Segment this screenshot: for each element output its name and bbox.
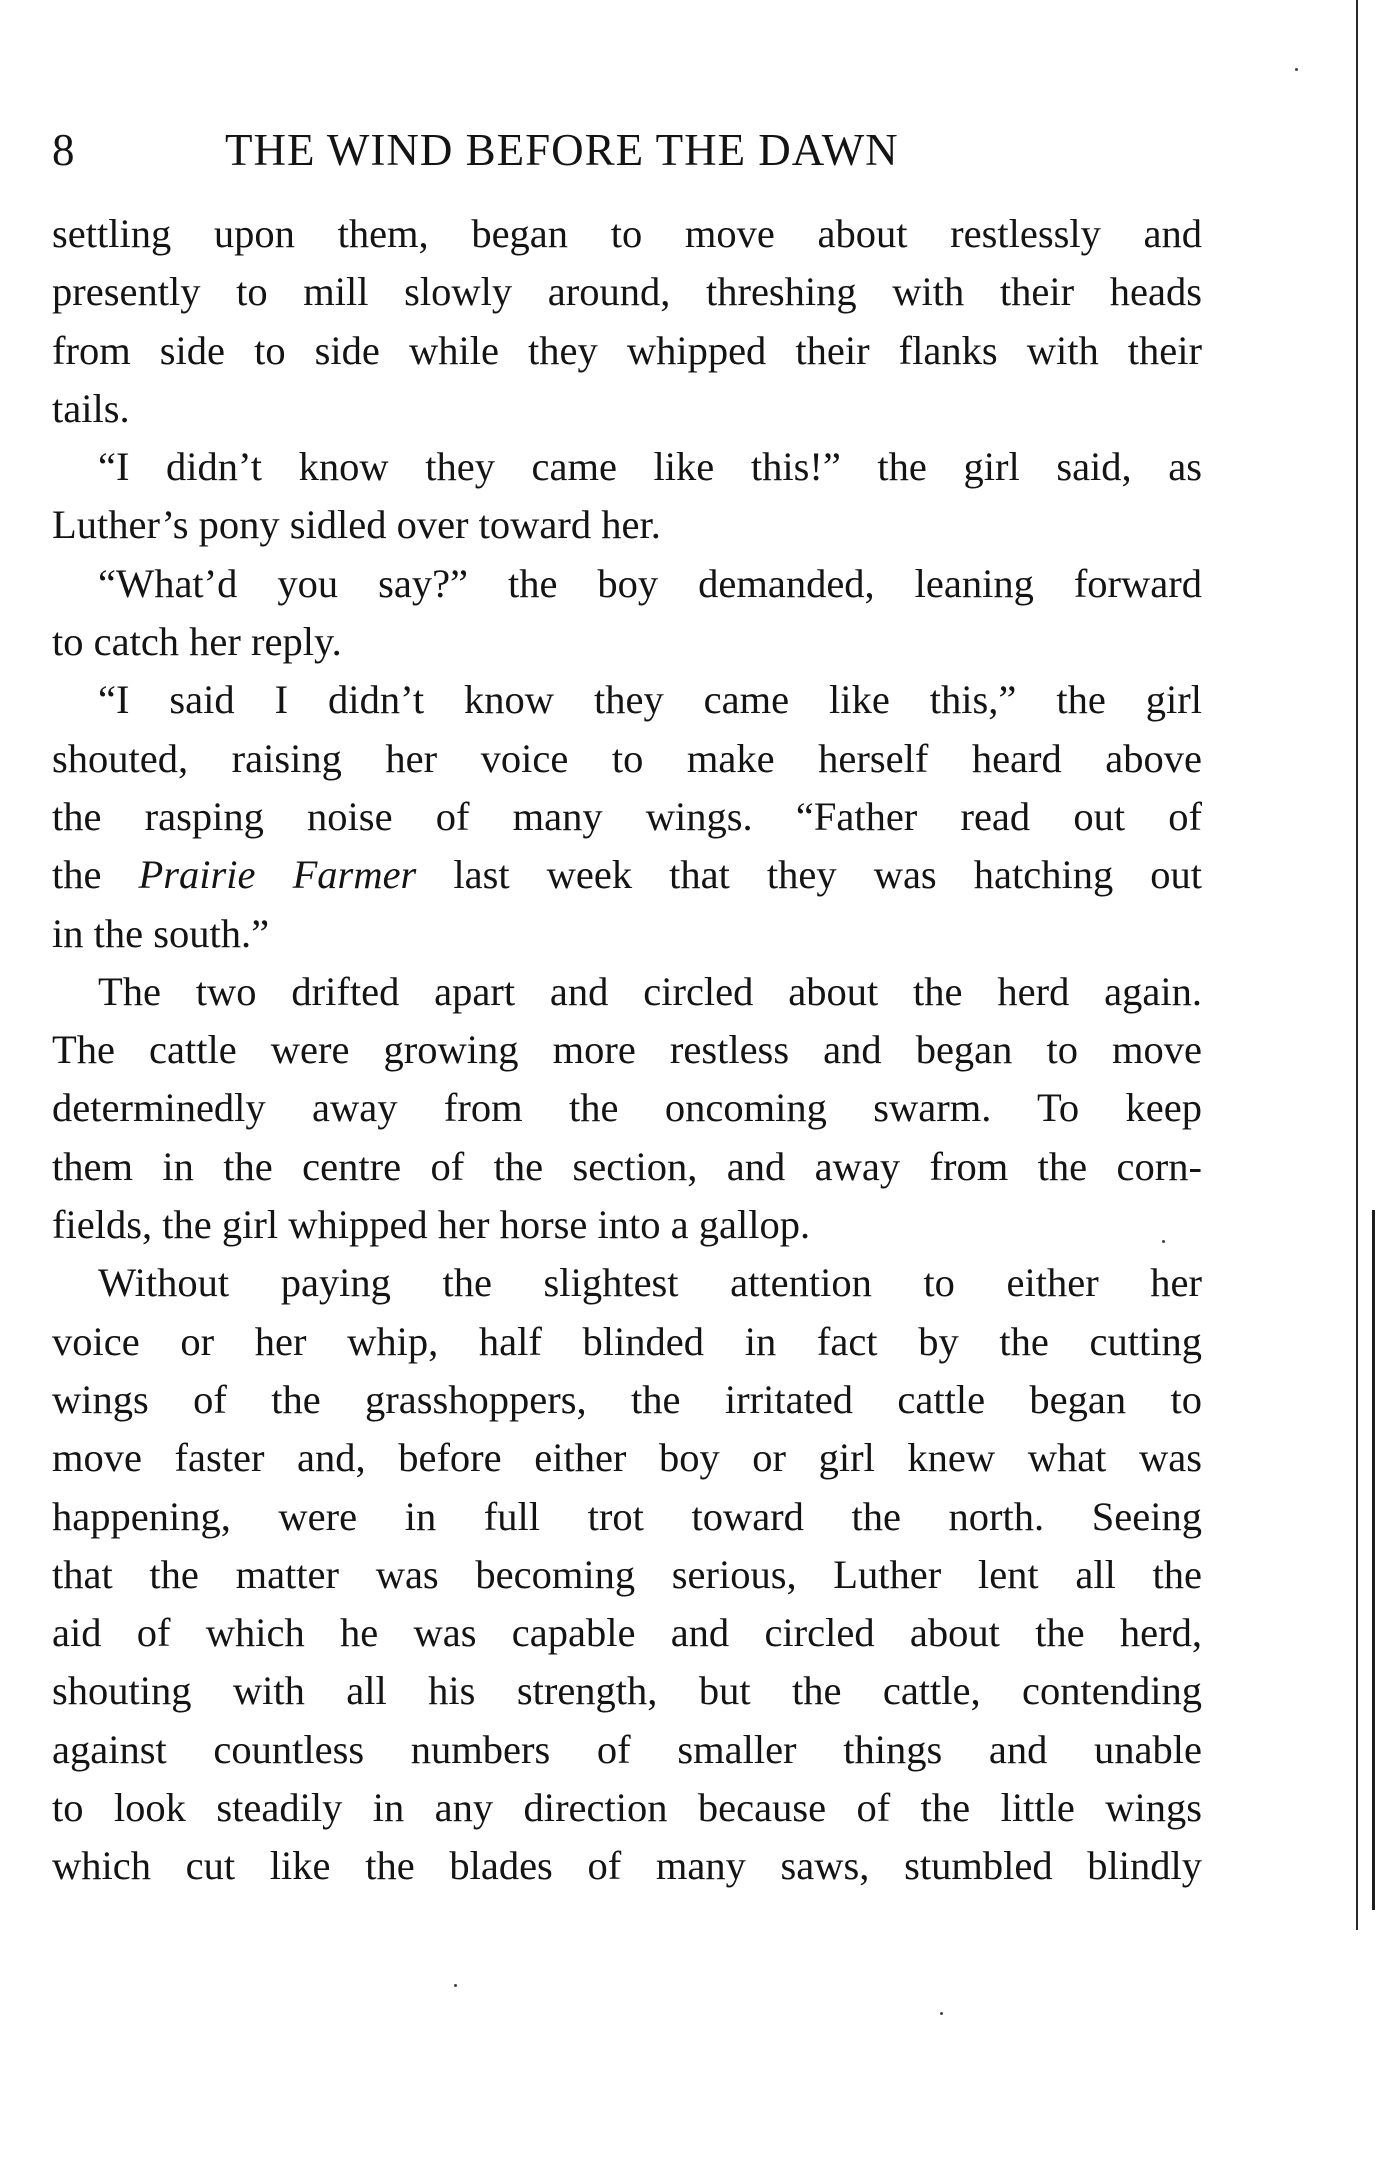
page-edge-line xyxy=(1356,0,1358,1930)
text-line: Without paying the slightest attention to either her xyxy=(98,1260,1202,1306)
text-line: wings of the grasshoppers, the irritated cattle began to xyxy=(52,1376,1202,1422)
scan-speck xyxy=(454,1984,457,1987)
page-edge-line xyxy=(1372,1210,1375,1910)
text-line: The cattle were growing more restless and began to move xyxy=(52,1027,1202,1073)
body-text xyxy=(52,205,1202,1896)
text-line: determinedly away from the oncoming swarm. To keep xyxy=(52,1085,1202,1131)
scan-speck xyxy=(1162,1240,1165,1243)
page-number: 8 xyxy=(52,125,76,175)
text-line: presently to mill slowly around, threshing with their heads xyxy=(52,269,1202,315)
text-line: from side to side while they whipped their flanks with their xyxy=(52,327,1202,373)
text-line: to look steadily in any direction because of the little wings xyxy=(52,1785,1202,1831)
text-line: shouted, raising her voice to make herself heard above xyxy=(52,735,1202,781)
text-line: in the south.” xyxy=(52,910,270,956)
text-line: The two drifted apart and circled about the herd again. xyxy=(98,968,1202,1014)
text-line: settling upon them, began to move about restlessly and xyxy=(52,211,1202,256)
text-line: to catch her reply. xyxy=(52,619,342,665)
text-line: “I didn’t know they came like this!” the girl said, as xyxy=(98,444,1202,490)
text-line: aid of which he was capable and circled about the herd, xyxy=(52,1610,1202,1656)
italic-title: Prairie Farmer xyxy=(138,852,417,898)
line-after-italic: last week that they was hatching out xyxy=(416,852,1202,898)
text-line: “I said I didn’t know they came like this,” the girl xyxy=(98,677,1202,723)
scan-speck xyxy=(940,2012,943,2015)
text-line: happening, were in full trot toward the north. Seeing xyxy=(52,1493,1202,1539)
scan-speck xyxy=(1295,68,1298,71)
text-line: them in the centre of the section, and away from the corn- xyxy=(52,1143,1202,1189)
line-before-italic: the xyxy=(52,852,139,898)
text-line: that the matter was becoming serious, Luther lent all the xyxy=(52,1551,1202,1597)
text-line: which cut like the blades of many saws, stumbled blindly xyxy=(52,1843,1202,1889)
text-line: against countless numbers of smaller things and unable xyxy=(52,1726,1202,1772)
text-line: move faster and, before either boy or girl knew what was xyxy=(52,1435,1202,1481)
text-line: Luther’s pony sidled over toward her. xyxy=(52,502,661,548)
text-line: fields, the girl whipped her horse into a gallop. xyxy=(52,1202,811,1248)
text-line: tails. xyxy=(52,385,130,431)
text-line: shouting with all his strength, but the cattle, contending xyxy=(52,1668,1202,1714)
page-header xyxy=(52,120,1202,180)
text-line-with-italic xyxy=(52,846,1202,904)
text-line: the rasping noise of many wings. “Father read out of xyxy=(52,793,1202,839)
text-line: “What’d you say?” the boy demanded, leaning forward xyxy=(98,560,1202,606)
running-title: THE WIND BEFORE THE DAWN xyxy=(225,125,899,175)
text-line: voice or her whip, half blinded in fact by the cutting xyxy=(52,1318,1202,1364)
